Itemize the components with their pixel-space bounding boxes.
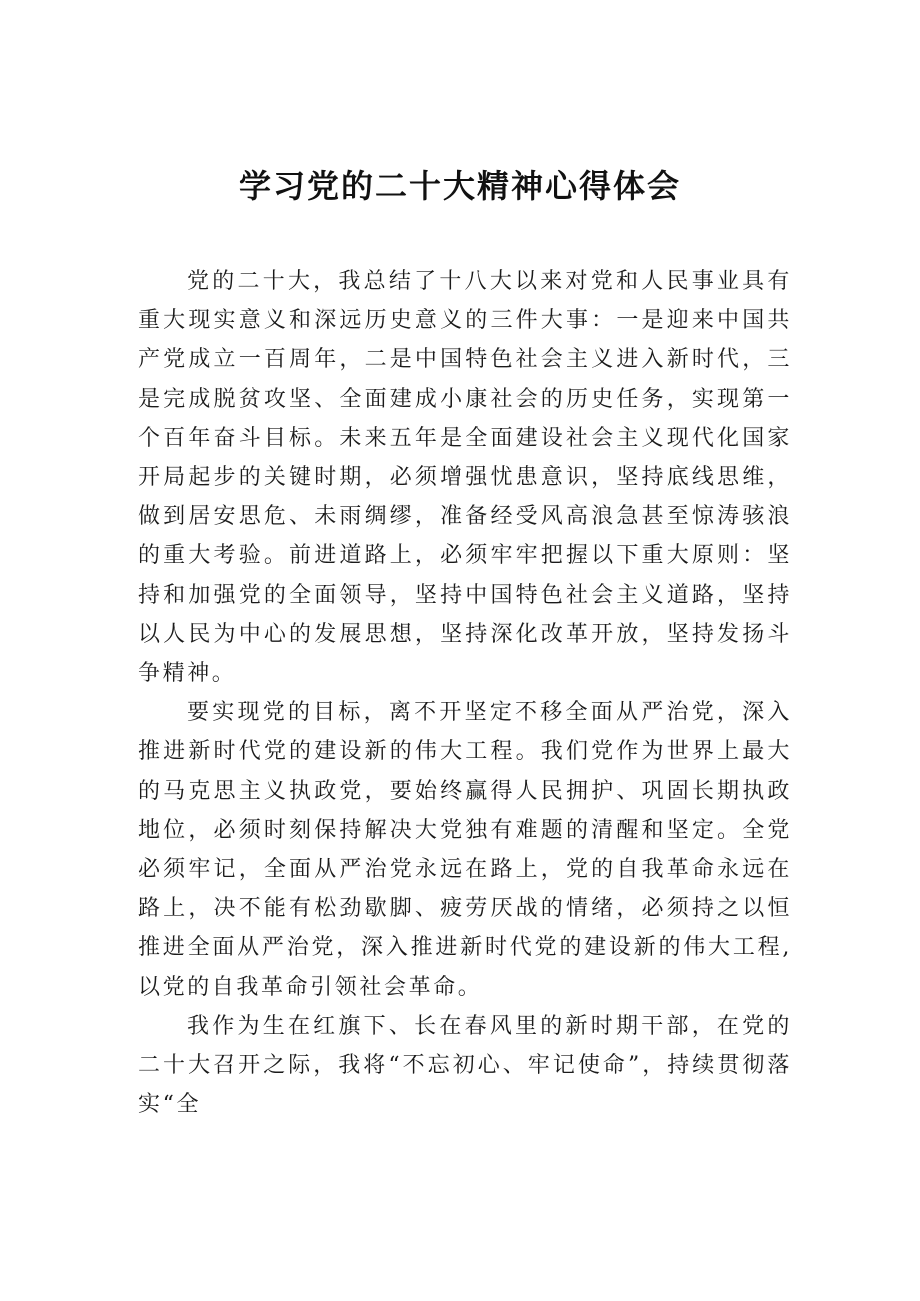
document-title: 学习党的二十大精神心得体会 (238, 167, 681, 205)
document-body (138, 262, 792, 1124)
paragraph: 党的二十大，我总结了十八大以来对党和人民事业具有重大现实意义和深远历史意义的三件大事：一是迎来中国共产党成立一百周年，二是中国特色社会主义进入新时代，三是完成脱贫攻坚、全面建成小康社会的历史任务，实现第一个百年奋斗目标。未来五年是全面建设社会主义现代化国家开局起步的关键时期，必须增强忧患意识，坚持底线思维，做到居安思危、未雨绸缪，准备经受风高浪急甚至惊涛骇浪的重大考验。前进道路上，必须牢牢把握以下重大原则：坚持和加强党的全面领导，坚持中国特色社会主义道路，坚持以人民为中心的发展思想，坚持深化改革开放，坚持发扬斗争精神。 (138, 269, 792, 687)
paragraph: 要实现党的目标，离不开坚定不移全面从严治党，深入推进新时代党的建设新的伟大工程。我们党作为世界上最大的马克思主义执政党，要始终赢得人民拥护、巩固长期执政地位，必须时刻保持解决大党独有难题的清醒和坚定。全党必须牢记，全面从严治党永远在路上，党的自我革命永远在路上，决不能有松劲歇脚、疲劳厌战的情绪，必须持之以恒推进全面从严治党，深入推进新时代党的建设新的伟大工程,以党的自我革命引领社会革命。 (138, 700, 792, 1000)
paragraph: 我作为生在红旗下、长在春风里的新时期干部，在党的二十大召开之际，我将“不忘初心、牢记使命”，持续贯彻落实“全 (138, 1013, 792, 1118)
